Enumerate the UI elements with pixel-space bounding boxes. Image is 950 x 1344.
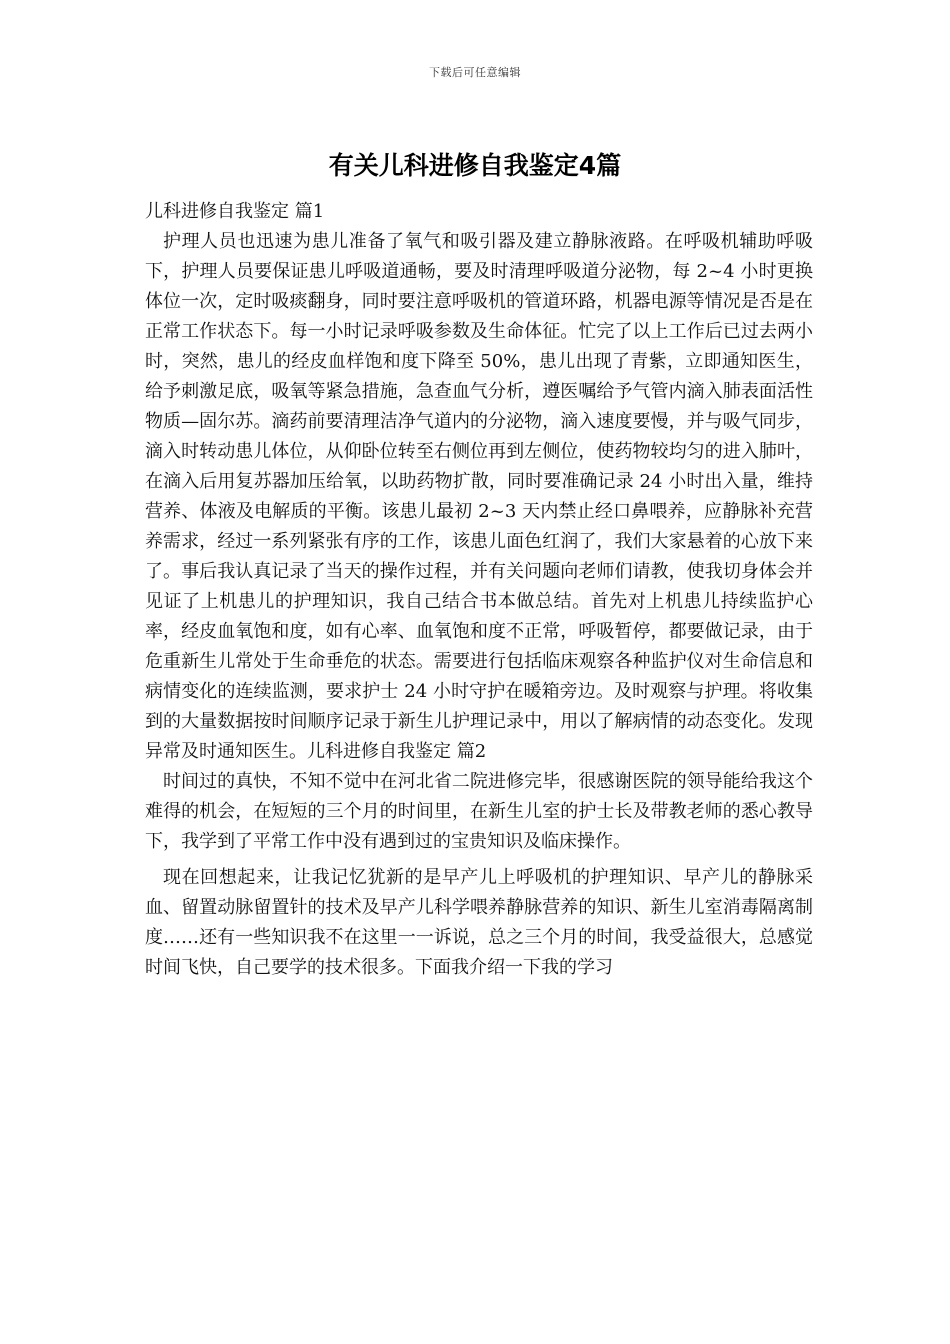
section-heading-1: 儿科进修自我鉴定 篇1 <box>145 201 325 222</box>
section-2-paragraph-2: 现在回想起来，让我记忆犹新的是早产儿上呼吸机的护理知识、早产儿的静脉采血、留置动脉留置针的技术及早产儿科学喂养静脉营养的知识、新生儿室消毒隔离制度……还有一些知识我不在这里一一诉说，总之三个月的时间，我受益很大，总感觉时间飞快，自己要学的技术很多。下面我介绍一下我的学习 <box>145 867 813 978</box>
section-2-paragraph-1: 时间过的真快，不知不觉中在河北省二院进修完毕，很感谢医院的领导能给我这个难得的机会，在短短的三个月的时间里，在新生儿室的护士长及带教老师的悉心教导下，我学到了平常工作中没有遇到过的宝贵知识及临床操作。 <box>145 771 813 852</box>
section-1-paragraph: 护理人员也迅速为患儿准备了氧气和吸引器及建立静脉液路。在呼吸机辅助呼吸下，护理人员要保证患儿呼吸道通畅，要及时清理呼吸道分泌物，每 2~4 小时更换体位一次，定时吸痰翻身，同时要注意呼吸机的管道环路，机器电源等情况是否是在正常工作状态下。每一小时记录呼吸参数及生命体征。忙完了以上工作后已过去两小时，突然，患儿的经皮血样饱和度下降至 50%，患儿出现了青紫，立即通知医生，给予刺激足底，吸氧等紧急措施，急查血气分析，遵医嘱给予气管内滴入肺表面活性物质—固尔苏。滴药前要清理洁净气道内的分泌物，滴入速度要慢，并与吸气同步，滴入时转动患儿体位，从仰卧位转至右侧位再到左侧位，使药物较均匀的进入肺叶，在滴入后用复苏器加压给氧，以助药物扩散，同时要准确记录 24 小时出入量，维持营养、体液及电解质的平衡。该患儿最初 2~3 天内禁止经口鼻喂养，应静脉补充营养需求，经过一系列紧张有序的工作，该患儿面色红润了，我们大家悬着的心放下来了。事后我认真记录了当天的操作过程，并有关问题向老师们请教，使我切身体会并见证了上机患儿的护理知识，我自己结合书本做总结。首先对上机患儿持续监护心率，经皮血氧饱和度，如有心率、血氧饱和度不正常，呼吸暂停，都要做记录，由于危重新生儿常处于生命垂危的状态。需要进行包括临床观察各种监护仪对生命信息和病情变化的连续监测，要求护士 24 小时守护在暖箱旁边。及时观察与护理。将收集到的大量数据按时间顺序记录于新生儿护理记录中，用以了解病情的动态变化。发现异常及时通知医生。儿科进修自我鉴定 篇2 <box>145 231 813 762</box>
document-title: 有关儿科进修自我鉴定4篇 <box>328 151 622 180</box>
document-body <box>145 197 813 983</box>
header-note: 下载后可任意编辑 <box>429 66 521 79</box>
